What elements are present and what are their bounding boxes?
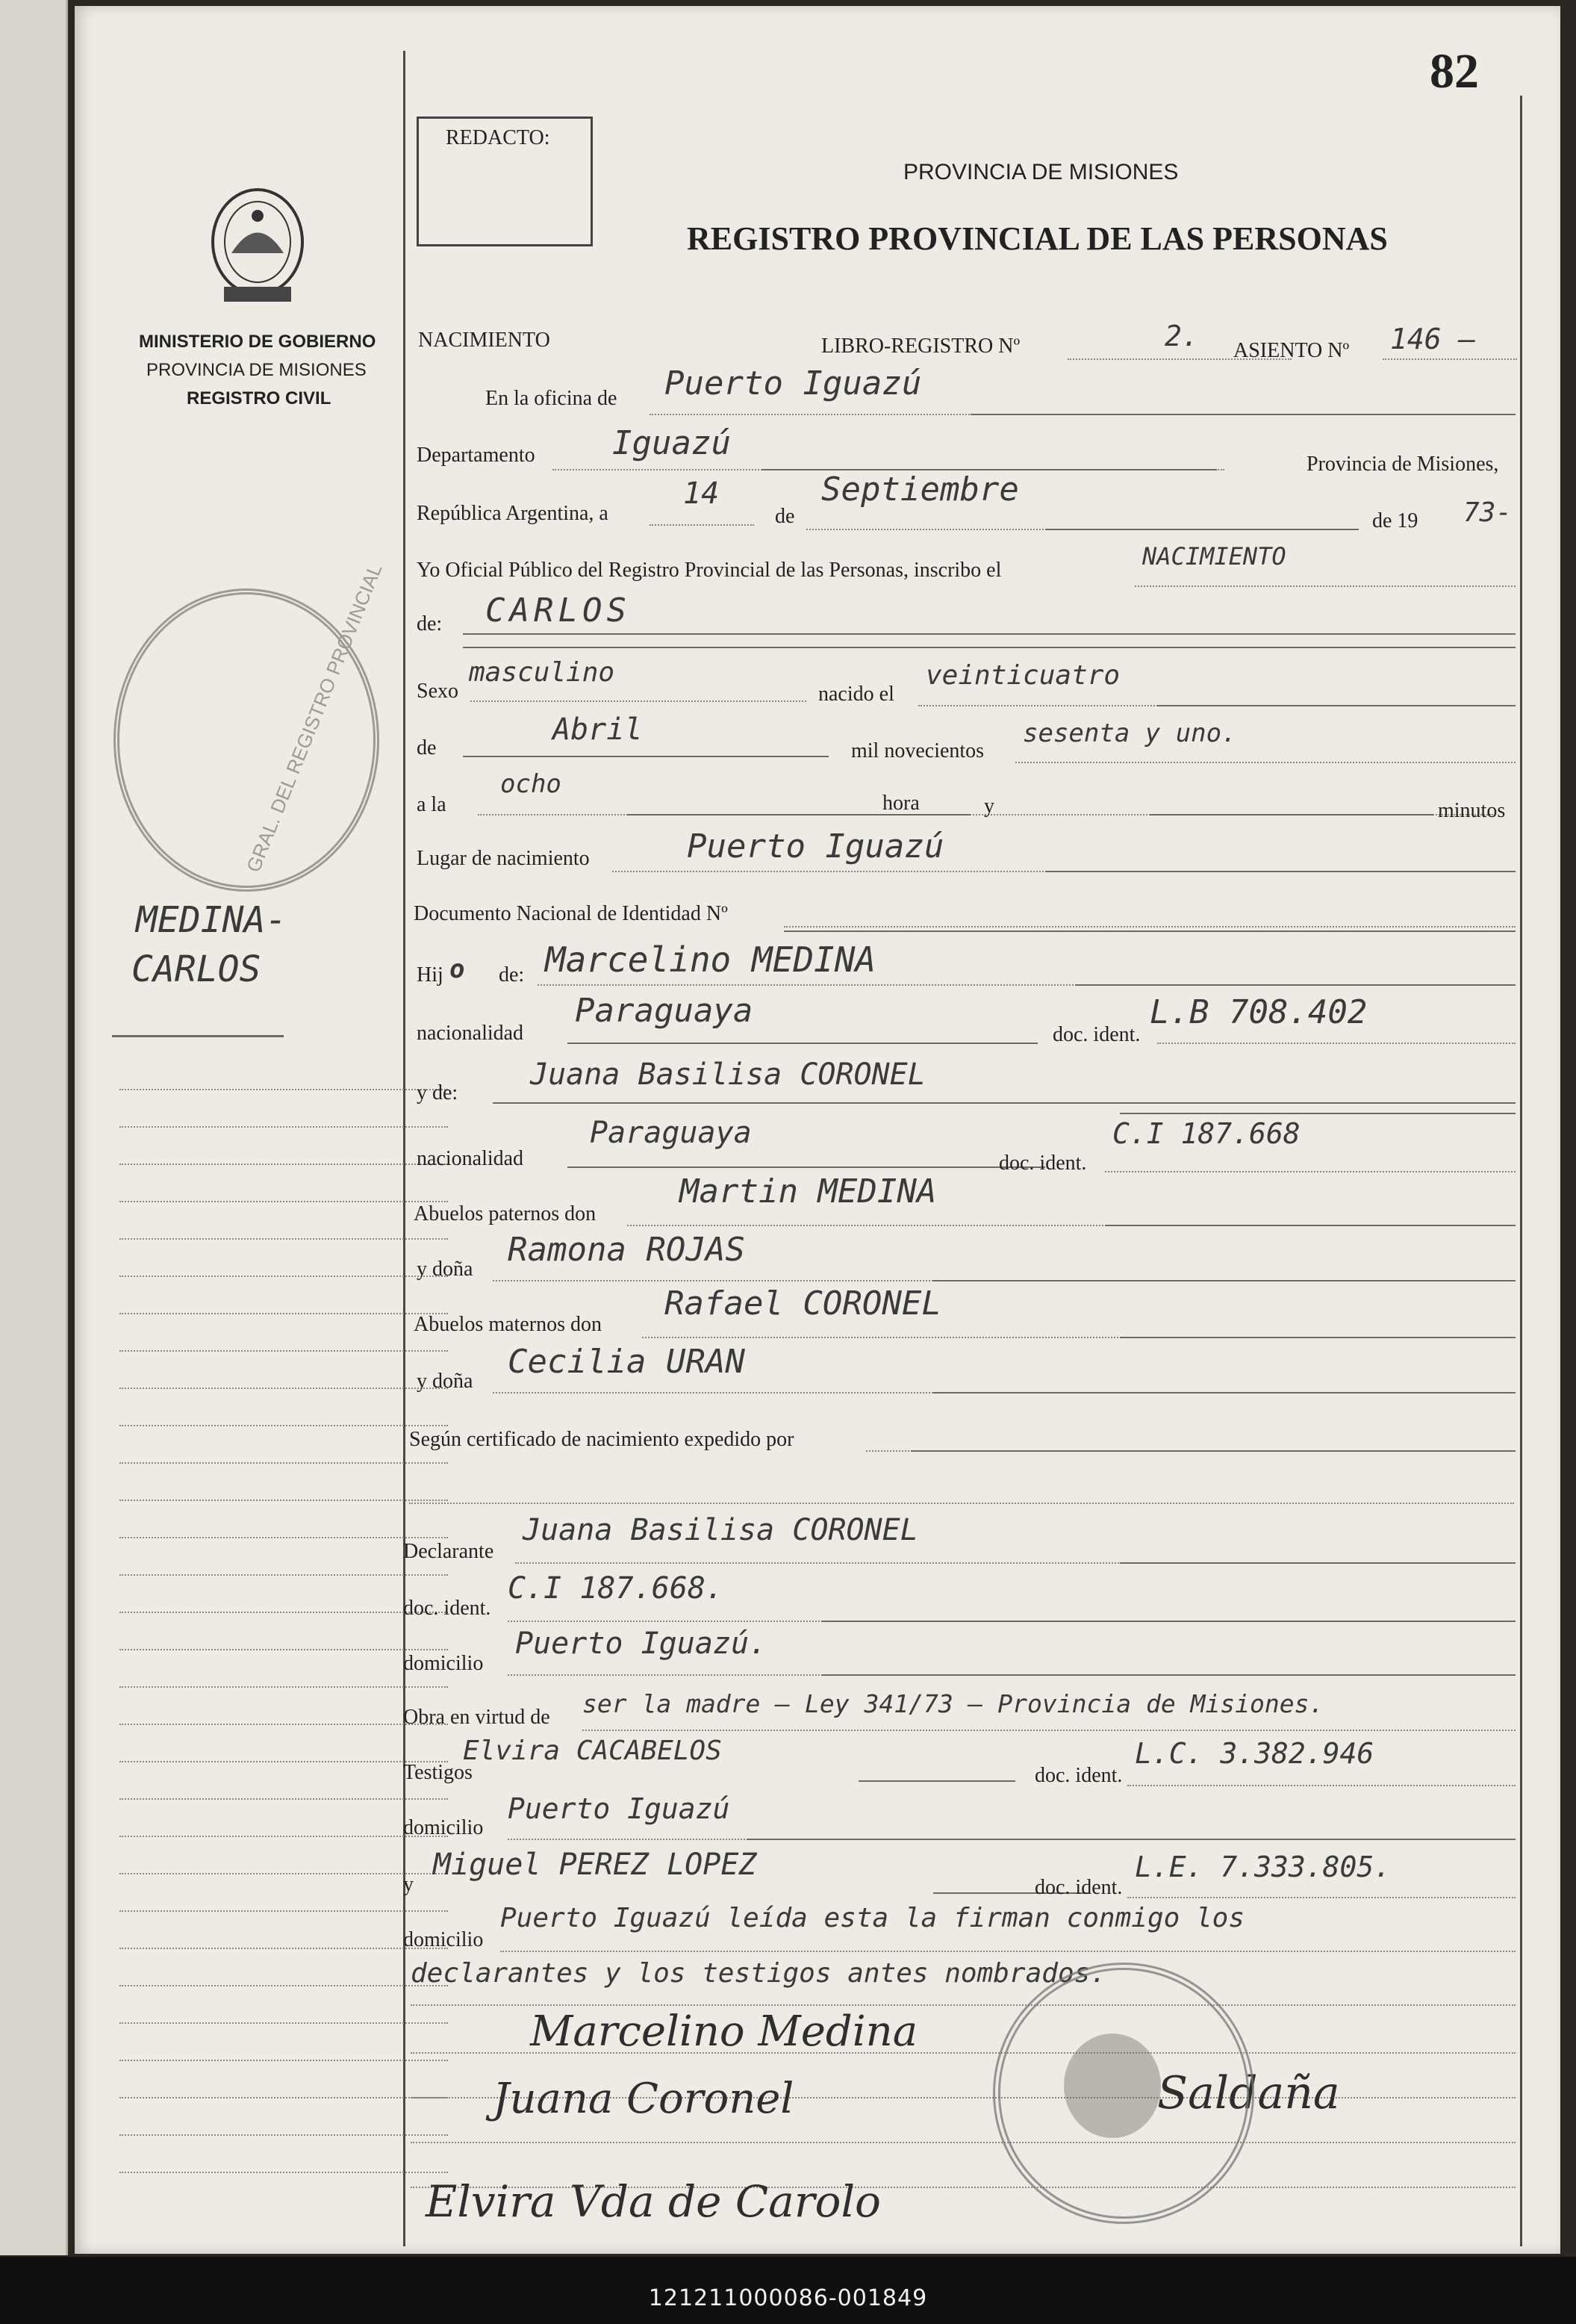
doc-declarante-value: C.I 187.668. bbox=[508, 1571, 723, 1606]
nac-padre-value: Paraguaya bbox=[575, 992, 753, 1030]
de-year-label: de 19 bbox=[1372, 509, 1418, 532]
year-value: 73- bbox=[1463, 497, 1513, 528]
abuelo-mat-value: Rafael CORONEL bbox=[664, 1284, 941, 1323]
nacionalidad-padre-label: nacionalidad bbox=[417, 1022, 524, 1045]
dia-nac-value: veinticuatro bbox=[926, 660, 1121, 691]
dom-declarante-value: Puerto Iguazú. bbox=[515, 1627, 767, 1661]
dni-label: Documento Nacional de Identidad Nº bbox=[414, 902, 728, 925]
oficina-label: En la oficina de bbox=[485, 387, 617, 410]
archive-id: 121211000086-001849 bbox=[648, 2285, 928, 2311]
y-testigo2-label: y bbox=[403, 1873, 414, 1896]
register-page bbox=[75, 6, 1560, 2254]
redacto-box bbox=[417, 116, 593, 246]
header-title: REGISTRO PROVINCIAL DE LAS PERSONAS bbox=[687, 220, 1388, 257]
y-dona-mat-label: y doña bbox=[417, 1370, 473, 1393]
ministry-label: MINISTERIO DE GOBIERNO bbox=[139, 332, 376, 352]
signature-elvira: Elvira Vda de Carolo bbox=[426, 2176, 881, 2227]
abuela-mat-value: Cecilia URAN bbox=[508, 1343, 745, 1381]
mes-nac-value: Abril bbox=[552, 712, 643, 747]
page-number: 82 bbox=[1430, 44, 1479, 99]
doc-testigo2-value: L.E. 7.333.805. bbox=[1135, 1851, 1392, 1883]
margin-note-surname: MEDINA- bbox=[136, 899, 287, 941]
provincia-label: Provincia de Misiones, bbox=[1306, 453, 1499, 476]
right-vertical-rule bbox=[1520, 96, 1522, 2246]
lugar-label: Lugar de nacimiento bbox=[417, 847, 590, 870]
padre-value: Marcelino MEDINA bbox=[545, 939, 876, 980]
mes-value: Septiembre bbox=[821, 470, 1019, 509]
dia-value: 14 bbox=[683, 476, 720, 511]
hijo-suffix: o bbox=[449, 954, 465, 984]
hora-label: hora bbox=[882, 792, 920, 815]
doc-padre-value: L.B 708.402 bbox=[1150, 993, 1368, 1031]
y-de-label: y de: bbox=[417, 1081, 458, 1104]
header-province: PROVINCIA DE MISIONES bbox=[903, 160, 1179, 184]
signature-official: Saldaña bbox=[1157, 2067, 1340, 2119]
testigo2-value: Miguel PEREZ LOPEZ bbox=[433, 1848, 757, 1882]
doc-padre-label: doc. ident. bbox=[1053, 1023, 1141, 1046]
y-label: y bbox=[984, 795, 994, 818]
de-mes-label: de bbox=[417, 736, 437, 759]
signature-marcelino: Marcelino Medina bbox=[530, 2007, 918, 2056]
doc-testigo1-label: doc. ident. bbox=[1035, 1764, 1123, 1787]
left-province-label: PROVINCIA DE MISIONES bbox=[146, 360, 367, 380]
departamento-value: Iguazú bbox=[612, 424, 731, 462]
declarante-label: Declarante bbox=[403, 1540, 494, 1563]
abuelos-paternos-label: Abuelos paternos don bbox=[414, 1202, 597, 1225]
nacido-label: nacido el bbox=[818, 683, 894, 706]
minutos-label: minutos bbox=[1438, 799, 1506, 822]
left-vertical-rule bbox=[403, 51, 405, 2246]
declarante-value: Juana Basilisa CORONEL bbox=[523, 1513, 918, 1547]
hijo-label: Hij bbox=[417, 963, 443, 987]
doc-testigo1-value: L.C. 3.382.946 bbox=[1135, 1737, 1374, 1770]
doc-testigo2-label: doc. ident. bbox=[1035, 1876, 1123, 1899]
hora-value: ocho bbox=[500, 769, 561, 799]
republica-label: República Argentina, a bbox=[417, 502, 608, 525]
asiento-value: 146 — bbox=[1390, 323, 1476, 355]
dom-testigo1-value: Puerto Iguazú bbox=[508, 1792, 730, 1825]
official-round-stamp bbox=[993, 1963, 1254, 2224]
dom-testigo2-value: Puerto Iguazú leída esta la firman conmigo los bbox=[500, 1903, 1245, 1933]
civil-registry-label: REGISTRO CIVIL bbox=[187, 388, 331, 408]
de-colon-label: de: bbox=[417, 612, 443, 636]
signature-juana: Juana Coronel bbox=[493, 2075, 794, 2123]
nac-madre-value: Paraguaya bbox=[590, 1116, 752, 1150]
doc-madre-label: doc. ident. bbox=[999, 1152, 1087, 1175]
previous-page-edge bbox=[0, 0, 68, 2255]
acto-value: NACIMIENTO bbox=[1142, 542, 1286, 571]
a-la-label: a la bbox=[417, 793, 446, 816]
sexo-label: Sexo bbox=[417, 680, 458, 703]
obra-value: ser la madre – Ley 341/73 – Provincia de Misiones. bbox=[582, 1689, 1324, 1718]
segun-certificado-label: Según certificado de nacimiento expedido por bbox=[409, 1428, 794, 1451]
testigos-label: Testigos bbox=[403, 1761, 473, 1784]
hijo-de-label: de: bbox=[499, 963, 525, 987]
coat-of-arms-icon bbox=[202, 182, 314, 309]
asiento-label: ASIENTO Nº bbox=[1233, 339, 1350, 362]
margin-note-name: CARLOS bbox=[131, 948, 261, 990]
libro-label: LIBRO-REGISTRO Nº bbox=[821, 335, 1021, 358]
doc-declarante-label: doc. ident. bbox=[403, 1597, 491, 1620]
y-dona-pat-label: y doña bbox=[417, 1258, 473, 1281]
abuela-pat-value: Ramona ROJAS bbox=[508, 1231, 745, 1269]
registry-oval-stamp bbox=[113, 560, 387, 892]
de-label: de bbox=[775, 505, 795, 528]
doc-madre-value: C.I 187.668 bbox=[1112, 1117, 1301, 1150]
departamento-label: Departamento bbox=[417, 444, 535, 467]
nacionalidad-madre-label: nacionalidad bbox=[417, 1147, 524, 1170]
testigo1-value: Elvira CACABELOS bbox=[463, 1736, 722, 1766]
abuelos-maternos-label: Abuelos maternos don bbox=[414, 1313, 602, 1336]
sexo-value: masculino bbox=[469, 657, 615, 688]
nombre-value: CARLOS bbox=[485, 591, 631, 630]
obra-label: Obra en virtud de bbox=[403, 1706, 550, 1729]
stamp-text: GRAL. DEL REGISTRO PROVINCIAL bbox=[242, 560, 387, 876]
yo-oficial-label: Yo Oficial Público del Registro Provincial de las Personas, inscribo el bbox=[417, 559, 1002, 582]
domicilio-declarante-label: domicilio bbox=[403, 1652, 484, 1675]
cierre-value: declarantes y los testigos antes nombrados. bbox=[411, 1958, 1106, 1989]
domicilio-testigo1-label: domicilio bbox=[403, 1816, 484, 1839]
margin-note-underline bbox=[112, 1035, 284, 1037]
nacimiento-heading: NACIMIENTO bbox=[418, 329, 550, 352]
redacto-label: REDACTO: bbox=[446, 126, 550, 149]
madre-value: Juana Basilisa CORONEL bbox=[530, 1057, 926, 1092]
abuelo-pat-value: Martin MEDINA bbox=[679, 1172, 937, 1211]
domicilio-testigo2-label: domicilio bbox=[403, 1928, 484, 1951]
libro-value: 2. bbox=[1165, 320, 1199, 352]
lugar-value: Puerto Iguazú bbox=[687, 827, 944, 866]
oficina-value: Puerto Iguazú bbox=[664, 364, 922, 403]
anio-nac-value: sesenta y uno. bbox=[1023, 718, 1237, 748]
mil-label: mil novecientos bbox=[851, 739, 985, 762]
